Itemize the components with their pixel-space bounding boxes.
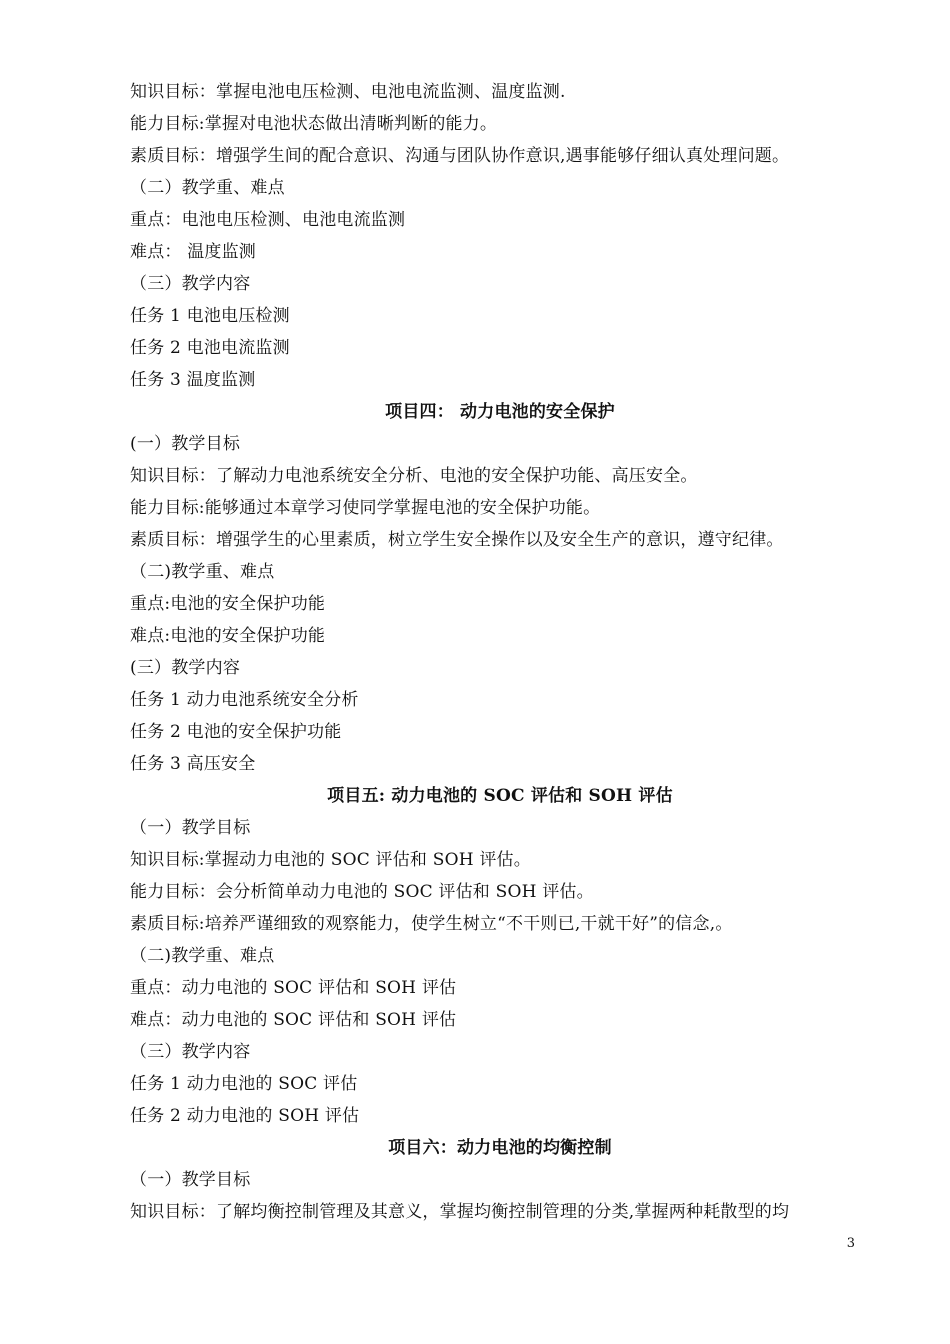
- section-subheading: (三）教学内容: [130, 658, 241, 678]
- text-line: 重点:电池的安全保护功能: [130, 594, 326, 614]
- project-heading: 项目五: 动力电池的 SOC 评估和 SOH 评估: [327, 786, 673, 806]
- text-line: 重点：动力电池的 SOC 评估和 SOH 评估: [130, 978, 457, 998]
- text-line: 难点:电池的安全保护功能: [130, 626, 326, 646]
- text-line: 能力目标：会分析简单动力电池的 SOC 评估和 SOH 评估。: [130, 882, 594, 902]
- task-item: 任务 1 动力电池的 SOC 评估: [130, 1074, 358, 1094]
- text-line: 能力目标:掌握对电池状态做出清晰判断的能力。: [130, 114, 498, 134]
- text-line: 能力目标:能够通过本章学习使同学掌握电池的安全保护功能。: [130, 498, 601, 518]
- task-item: 任务 3 高压安全: [130, 754, 256, 774]
- task-item: 任务 2 动力电池的 SOH 评估: [130, 1106, 360, 1126]
- section-subheading: （二）教学重、难点: [130, 178, 285, 198]
- task-item: 任务 1 电池电压检测: [130, 306, 290, 326]
- section-subheading: （二)教学重、难点: [130, 562, 275, 582]
- section-subheading: (一）教学目标: [130, 434, 241, 454]
- text-line: 难点：动力电池的 SOC 评估和 SOH 评估: [130, 1010, 457, 1030]
- text-line: 知识目标:掌握动力电池的 SOC 评估和 SOH 评估。: [130, 850, 531, 870]
- text-line: 素质目标:培养严谨细致的观察能力，使学生树立“不干则已,干就干好”的信念,。: [130, 914, 733, 934]
- text-line: 素质目标：增强学生间的配合意识、沟通与团队协作意识,遇事能够仔细认真处理问题。: [130, 146, 790, 166]
- text-line: 素质目标：增强学生的心里素质，树立学生安全操作以及安全生产的意识，遵守纪律。: [130, 530, 784, 550]
- task-item: 任务 2 电池电流监测: [130, 338, 290, 358]
- section-subheading: （三）教学内容: [130, 1042, 251, 1062]
- section-subheading: （一）教学目标: [130, 1170, 251, 1190]
- task-item: 任务 1 动力电池系统安全分析: [130, 690, 359, 710]
- text-line: 知识目标：了解均衡控制管理及其意义，掌握均衡控制管理的分类,掌握两种耗散型的均: [130, 1202, 790, 1222]
- text-line: 难点： 温度监测: [130, 242, 257, 262]
- project-heading: 项目四： 动力电池的安全保护: [385, 402, 615, 422]
- text-line: 重点：电池电压检测、电池电流监测: [130, 210, 406, 230]
- page-number: 3: [846, 1236, 855, 1251]
- section-subheading: （二)教学重、难点: [130, 946, 275, 966]
- text-line: 知识目标：掌握电池电压检测、电池电流监测、温度监测.: [130, 82, 566, 102]
- document-body: [130, 76, 870, 1228]
- project-heading: 项目六：动力电池的均衡控制: [388, 1138, 612, 1158]
- task-item: 任务 3 温度监测: [130, 370, 256, 390]
- section-subheading: （一）教学目标: [130, 818, 251, 838]
- section-subheading: （三）教学内容: [130, 274, 251, 294]
- task-item: 任务 2 电池的安全保护功能: [130, 722, 342, 742]
- text-line: 知识目标：了解动力电池系统安全分析、电池的安全保护功能、高压安全。: [130, 466, 698, 486]
